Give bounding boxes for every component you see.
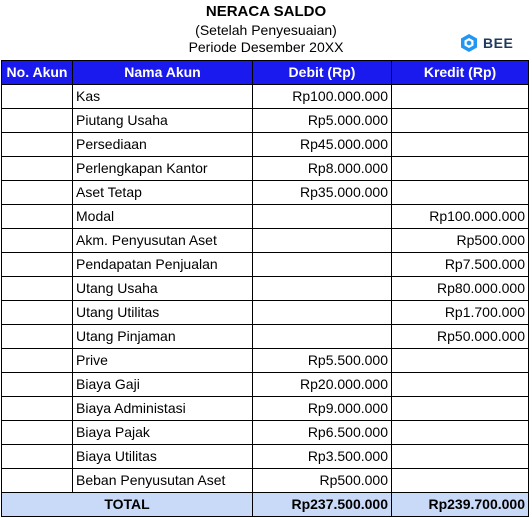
debit-cell[interactable]: Rp20.000.000 [253,373,392,397]
table-row [2,205,529,229]
credit-cell[interactable] [392,349,529,373]
account-name-cell[interactable]: Biaya Pajak [73,421,253,445]
debit-cell[interactable]: Rp8.000.000 [253,157,392,181]
debit-cell[interactable] [253,277,392,301]
trial-balance-table [1,60,529,517]
table-row [2,445,529,469]
table-row [2,325,529,349]
account-no-cell[interactable] [2,133,73,157]
account-no-cell[interactable] [2,469,73,493]
account-name-cell[interactable]: Akm. Penyusutan Aset [73,229,253,253]
report-header [0,0,532,58]
logo-text: BEE [483,35,514,51]
column-header-account-name[interactable]: Nama Akun [73,61,253,85]
table-row [2,229,529,253]
debit-cell[interactable]: Rp500.000 [253,469,392,493]
total-label[interactable]: TOTAL [2,493,253,517]
account-no-cell[interactable] [2,373,73,397]
credit-cell[interactable] [392,397,529,421]
credit-cell[interactable] [392,157,529,181]
account-name-cell[interactable]: Prive [73,349,253,373]
debit-cell[interactable]: Rp6.500.000 [253,421,392,445]
column-header-debit[interactable]: Debit (Rp) [253,61,392,85]
report-subtitle: (Setelah Penyesuaian) [195,22,337,38]
table-row [2,109,529,133]
table-row [2,253,529,277]
total-debit-cell[interactable]: Rp237.500.000 [253,493,392,517]
debit-cell[interactable] [253,205,392,229]
table-row [2,373,529,397]
debit-cell[interactable] [253,229,392,253]
report-period: Periode Desember 20XX [188,39,344,55]
column-header-credit[interactable]: Kredit (Rp) [392,61,529,85]
account-name-cell[interactable]: Kas [73,85,253,109]
credit-cell[interactable] [392,181,529,205]
credit-cell[interactable]: Rp100.000.000 [392,205,529,229]
table-row [2,181,529,205]
credit-cell[interactable]: Rp80.000.000 [392,277,529,301]
table-row [2,85,529,109]
credit-cell[interactable] [392,133,529,157]
account-no-cell[interactable] [2,397,73,421]
account-name-cell[interactable]: Biaya Administasi [73,397,253,421]
table-body [2,85,529,517]
account-no-cell[interactable] [2,349,73,373]
account-no-cell[interactable] [2,325,73,349]
debit-cell[interactable]: Rp3.500.000 [253,445,392,469]
account-name-cell[interactable]: Modal [73,205,253,229]
table-row [2,133,529,157]
account-name-cell[interactable]: Utang Usaha [73,277,253,301]
credit-cell[interactable] [392,469,529,493]
credit-cell[interactable]: Rp7.500.000 [392,253,529,277]
account-no-cell[interactable] [2,85,73,109]
bee-hexagon-icon [460,33,478,53]
account-no-cell[interactable] [2,181,73,205]
table-row [2,157,529,181]
account-no-cell[interactable] [2,229,73,253]
debit-cell[interactable]: Rp9.000.000 [253,397,392,421]
account-name-cell[interactable]: Utang Pinjaman [73,325,253,349]
debit-cell[interactable] [253,253,392,277]
credit-cell[interactable] [392,85,529,109]
account-name-cell[interactable]: Piutang Usaha [73,109,253,133]
account-no-cell[interactable] [2,253,73,277]
table-row [2,277,529,301]
debit-cell[interactable]: Rp5.000.000 [253,109,392,133]
table-header-row [2,61,529,85]
debit-cell[interactable] [253,325,392,349]
credit-cell[interactable]: Rp50.000.000 [392,325,529,349]
account-no-cell[interactable] [2,421,73,445]
table-row [2,349,529,373]
account-name-cell[interactable]: Beban Penyusutan Aset [73,469,253,493]
account-name-cell[interactable]: Pendapatan Penjualan [73,253,253,277]
total-credit-cell[interactable]: Rp239.700.000 [392,493,529,517]
debit-cell[interactable]: Rp45.000.000 [253,133,392,157]
account-no-cell[interactable] [2,445,73,469]
credit-cell[interactable] [392,421,529,445]
debit-cell[interactable] [253,301,392,325]
total-row [2,493,529,517]
column-header-account-no[interactable]: No. Akun [2,61,73,85]
credit-cell[interactable] [392,445,529,469]
account-no-cell[interactable] [2,205,73,229]
credit-cell[interactable] [392,109,529,133]
credit-cell[interactable]: Rp500.000 [392,229,529,253]
debit-cell[interactable]: Rp100.000.000 [253,85,392,109]
credit-cell[interactable] [392,373,529,397]
credit-cell[interactable]: Rp1.700.000 [392,301,529,325]
account-no-cell[interactable] [2,157,73,181]
account-name-cell[interactable]: Biaya Utilitas [73,445,253,469]
account-no-cell[interactable] [2,109,73,133]
account-no-cell[interactable] [2,277,73,301]
account-name-cell[interactable]: Utang Utilitas [73,301,253,325]
debit-cell[interactable]: Rp35.000.000 [253,181,392,205]
debit-cell[interactable]: Rp5.500.000 [253,349,392,373]
account-name-cell[interactable]: Aset Tetap [73,181,253,205]
account-name-cell[interactable]: Persediaan [73,133,253,157]
table-row [2,397,529,421]
bee-logo [460,33,513,53]
account-no-cell[interactable] [2,301,73,325]
account-name-cell[interactable]: Biaya Gaji [73,373,253,397]
table-row [2,469,529,493]
table-row [2,421,529,445]
account-name-cell[interactable]: Perlengkapan Kantor [73,157,253,181]
report-title: NERACA SALDO [205,3,327,20]
table-row [2,301,529,325]
